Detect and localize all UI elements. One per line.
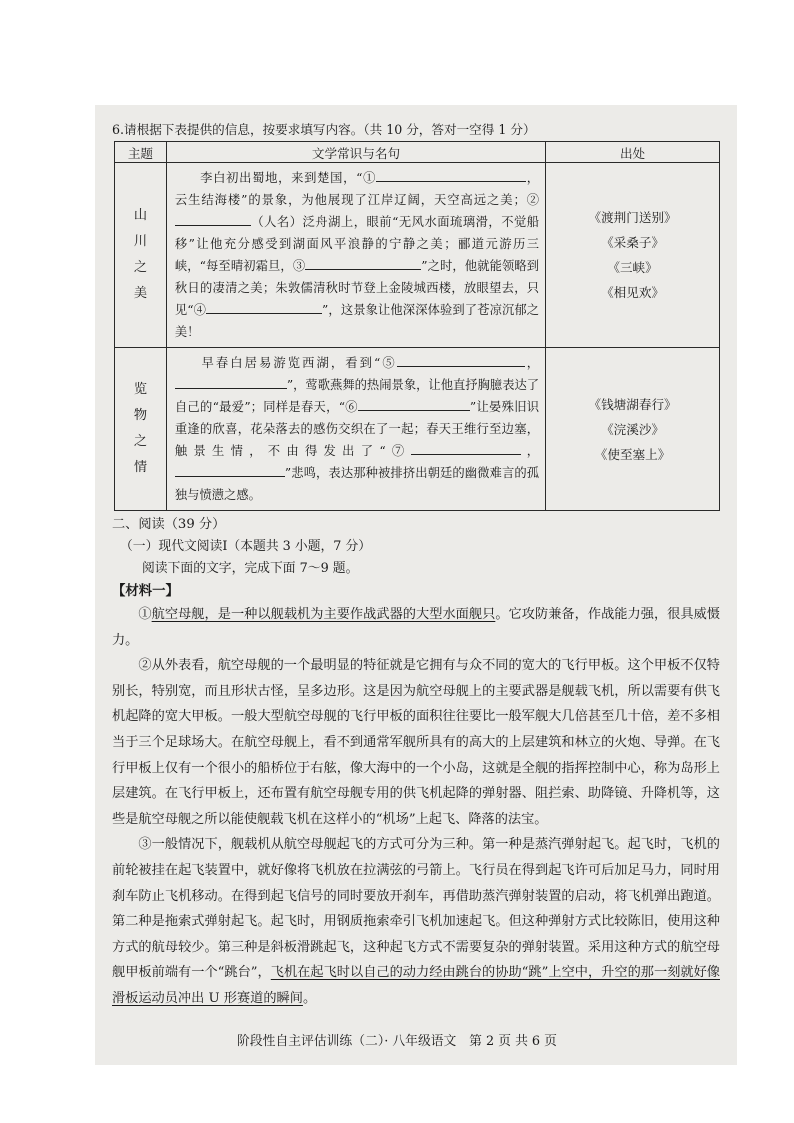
passage-text: 早春白居易游览西湖，看到“⑤	[199, 356, 397, 370]
theme-char: 之	[133, 434, 148, 449]
source-title: 《钱塘湖春行》	[588, 396, 677, 412]
table-row	[115, 348, 720, 511]
paragraph-number: ①	[138, 607, 152, 622]
theme-char: 美	[133, 286, 148, 301]
answer-blank-3[interactable]	[305, 255, 421, 270]
passage-text: ”，这景象让他深深体验到了苍凉沉郁之美！	[174, 303, 540, 339]
passage-cell	[166, 348, 545, 511]
reading-instruction: 阅读下面的文字，完成下面 7～9 题。	[142, 561, 359, 576]
theme-char: 览	[133, 382, 148, 397]
source-cell	[546, 163, 720, 348]
page-footer: 阶段性自主评估训练（二）· 八年级语文 第 2 页 共 6 页	[237, 1034, 557, 1049]
theme-char: 川	[133, 234, 148, 249]
paragraph-3	[112, 832, 720, 1011]
paragraph-text: 。	[302, 990, 317, 1006]
answer-blank-5a[interactable]	[397, 352, 525, 367]
theme-char: 之	[133, 260, 148, 275]
answer-blank-5b[interactable]	[175, 374, 287, 389]
page-content	[112, 121, 730, 1012]
theme-char: 物	[133, 408, 148, 423]
theme-cell	[115, 348, 167, 511]
passage-text: ”让晏殊旧识重逢的欣喜，花朵落去的感伤交织在了一起；春天王维行至边塞，触景生情，不由得发出了“⑦	[174, 400, 540, 458]
passage-text: ”，莺歌燕舞的热闹景象，让他直抒胸臆表达了自己的“最爱”；同样是春天，“⑥	[174, 378, 540, 414]
theme-cell	[115, 163, 167, 348]
source-title: 《采桑子》	[601, 235, 665, 250]
theme-char: 山	[133, 208, 148, 223]
passage-cell	[166, 163, 545, 348]
paragraph-text: ③一般情况下，舰载机从航空母舰起飞的方式可分为三种。第一种是蒸汽弹射起飞。起飞时，飞机的前轮被挂在起飞装置中，就好像将飞机放在拉满弦的弓箭上。飞行员在得到起飞许可后加足马力，同时用刹车防止飞机移动。在得到起飞信号的同时要放开刹车，再借助蒸汽弹射装置的启动，将飞机弹出跑道。第二种是拖索式弹射起飞。起飞时，用钢质拖索牵引飞机加速起飞。但这种弹射方式比较陈旧，使用这种方式的航母较少。第三种是斜板滑跳起飞，这种起飞方式不需要复杂的弹射装置。采用这种方式的航空母舰甲板前端有一个“跳台”，	[112, 837, 720, 981]
reading-sub-title: （一）现代文阅读Ⅰ（本题共 3 小题，7 分）	[120, 539, 372, 554]
passage-text: ”之时，他就能领略到秋日的凄清之美；朱敦儒清秋时节登上金陵城西楼，放眼望去，只见“④	[174, 259, 540, 317]
underlined-text: 飞机在起飞时以自己的动力经由跳台的协助“跳”上空中，升空的那一刻就好像滑板运动员冲出 U 形赛道的瞬间	[112, 965, 720, 1006]
source-title: 《使至塞上》	[594, 446, 671, 462]
header-theme: 主题	[115, 142, 167, 163]
header-source: 出处	[546, 142, 720, 163]
table-header-row	[115, 142, 720, 163]
passage-text: ”悲鸣，表达那种被排挤出朝廷的幽微难言的孤独与愤懑之感。	[174, 466, 540, 502]
paragraph-text: 。它攻防兼备，作战能力强，很具威慑力。	[112, 607, 721, 648]
material-title: 【材料一】	[112, 583, 179, 599]
passage-text: ，云生结海楼”的景象，为他展现了江岸辽阔，天空高远之美；②	[174, 171, 540, 207]
question-6-prompt: 6.请根据下表提供的信息，按要求填写内容。（共 10 分，答对一空得 1 分）	[112, 122, 536, 137]
source-title: 《相见欢》	[601, 285, 665, 300]
literature-table	[114, 141, 720, 511]
passage-text: （人名）泛舟湖上，眼前“无风水面琉璃滑，不觉船移”让他充分感受到湖面风平浪静的宁静之美；郦道元游历三峡，“每至晴初霜旦，③	[174, 215, 540, 273]
table-row	[115, 163, 720, 348]
source-cell	[546, 348, 720, 511]
header-content: 文学常识与名句	[166, 142, 545, 163]
answer-blank-7b[interactable]	[175, 462, 285, 477]
answer-blank-7a[interactable]	[411, 440, 521, 455]
answer-blank-2[interactable]	[175, 211, 251, 226]
theme-char: 情	[133, 460, 148, 475]
source-title: 《渡荆门送别》	[588, 210, 677, 225]
passage-text: 李白初出蜀地，来到楚国，“①	[199, 171, 377, 185]
passage-text: ，	[520, 444, 540, 458]
paragraph-2: ②从外表看，航空母舰的一个最明显的特征就是它拥有与众不同的宽大的飞行甲板。这个甲板不仅特别长，特别宽，而且形状古怪，呈多边形。这是因为航空母舰上的主要武器是舰载飞机，所以需要有供飞机起降的宽大甲板。一般大型航空母舰的飞行甲板的面积往往要比一般军舰大几倍甚至几十倍，差不多相当于三个足球场大。在航空母舰上，看不到通常军舰所具有的高大的上层建筑和林立的火炮、导弹。在飞行甲板上仅有一个很小的船桥位于右舷，像大海中的一个小岛，这就是全舰的指挥控制中心，称为岛形上层建筑。在飞行甲板上，还布置有航空母舰专用的供飞机起降的弹射器、阻拦索、助降镜、升降机等，这些是航空母舰之所以能使舰载飞机在这样小的“机场”上起飞、降落的法宝。	[112, 658, 720, 827]
answer-blank-1[interactable]	[376, 167, 526, 182]
source-title: 《三峡》	[607, 260, 658, 275]
reading-section-title: 二、阅读（39 分）	[112, 517, 226, 532]
passage-text: ，	[524, 356, 540, 370]
answer-blank-4[interactable]	[206, 299, 322, 314]
paragraph-1	[112, 602, 720, 653]
underlined-text: 航空母舰，是一种以舰载机为主要作战武器的大型水面舰只	[151, 607, 496, 622]
answer-blank-6[interactable]	[358, 396, 470, 411]
source-title: 《浣溪沙》	[601, 421, 665, 437]
